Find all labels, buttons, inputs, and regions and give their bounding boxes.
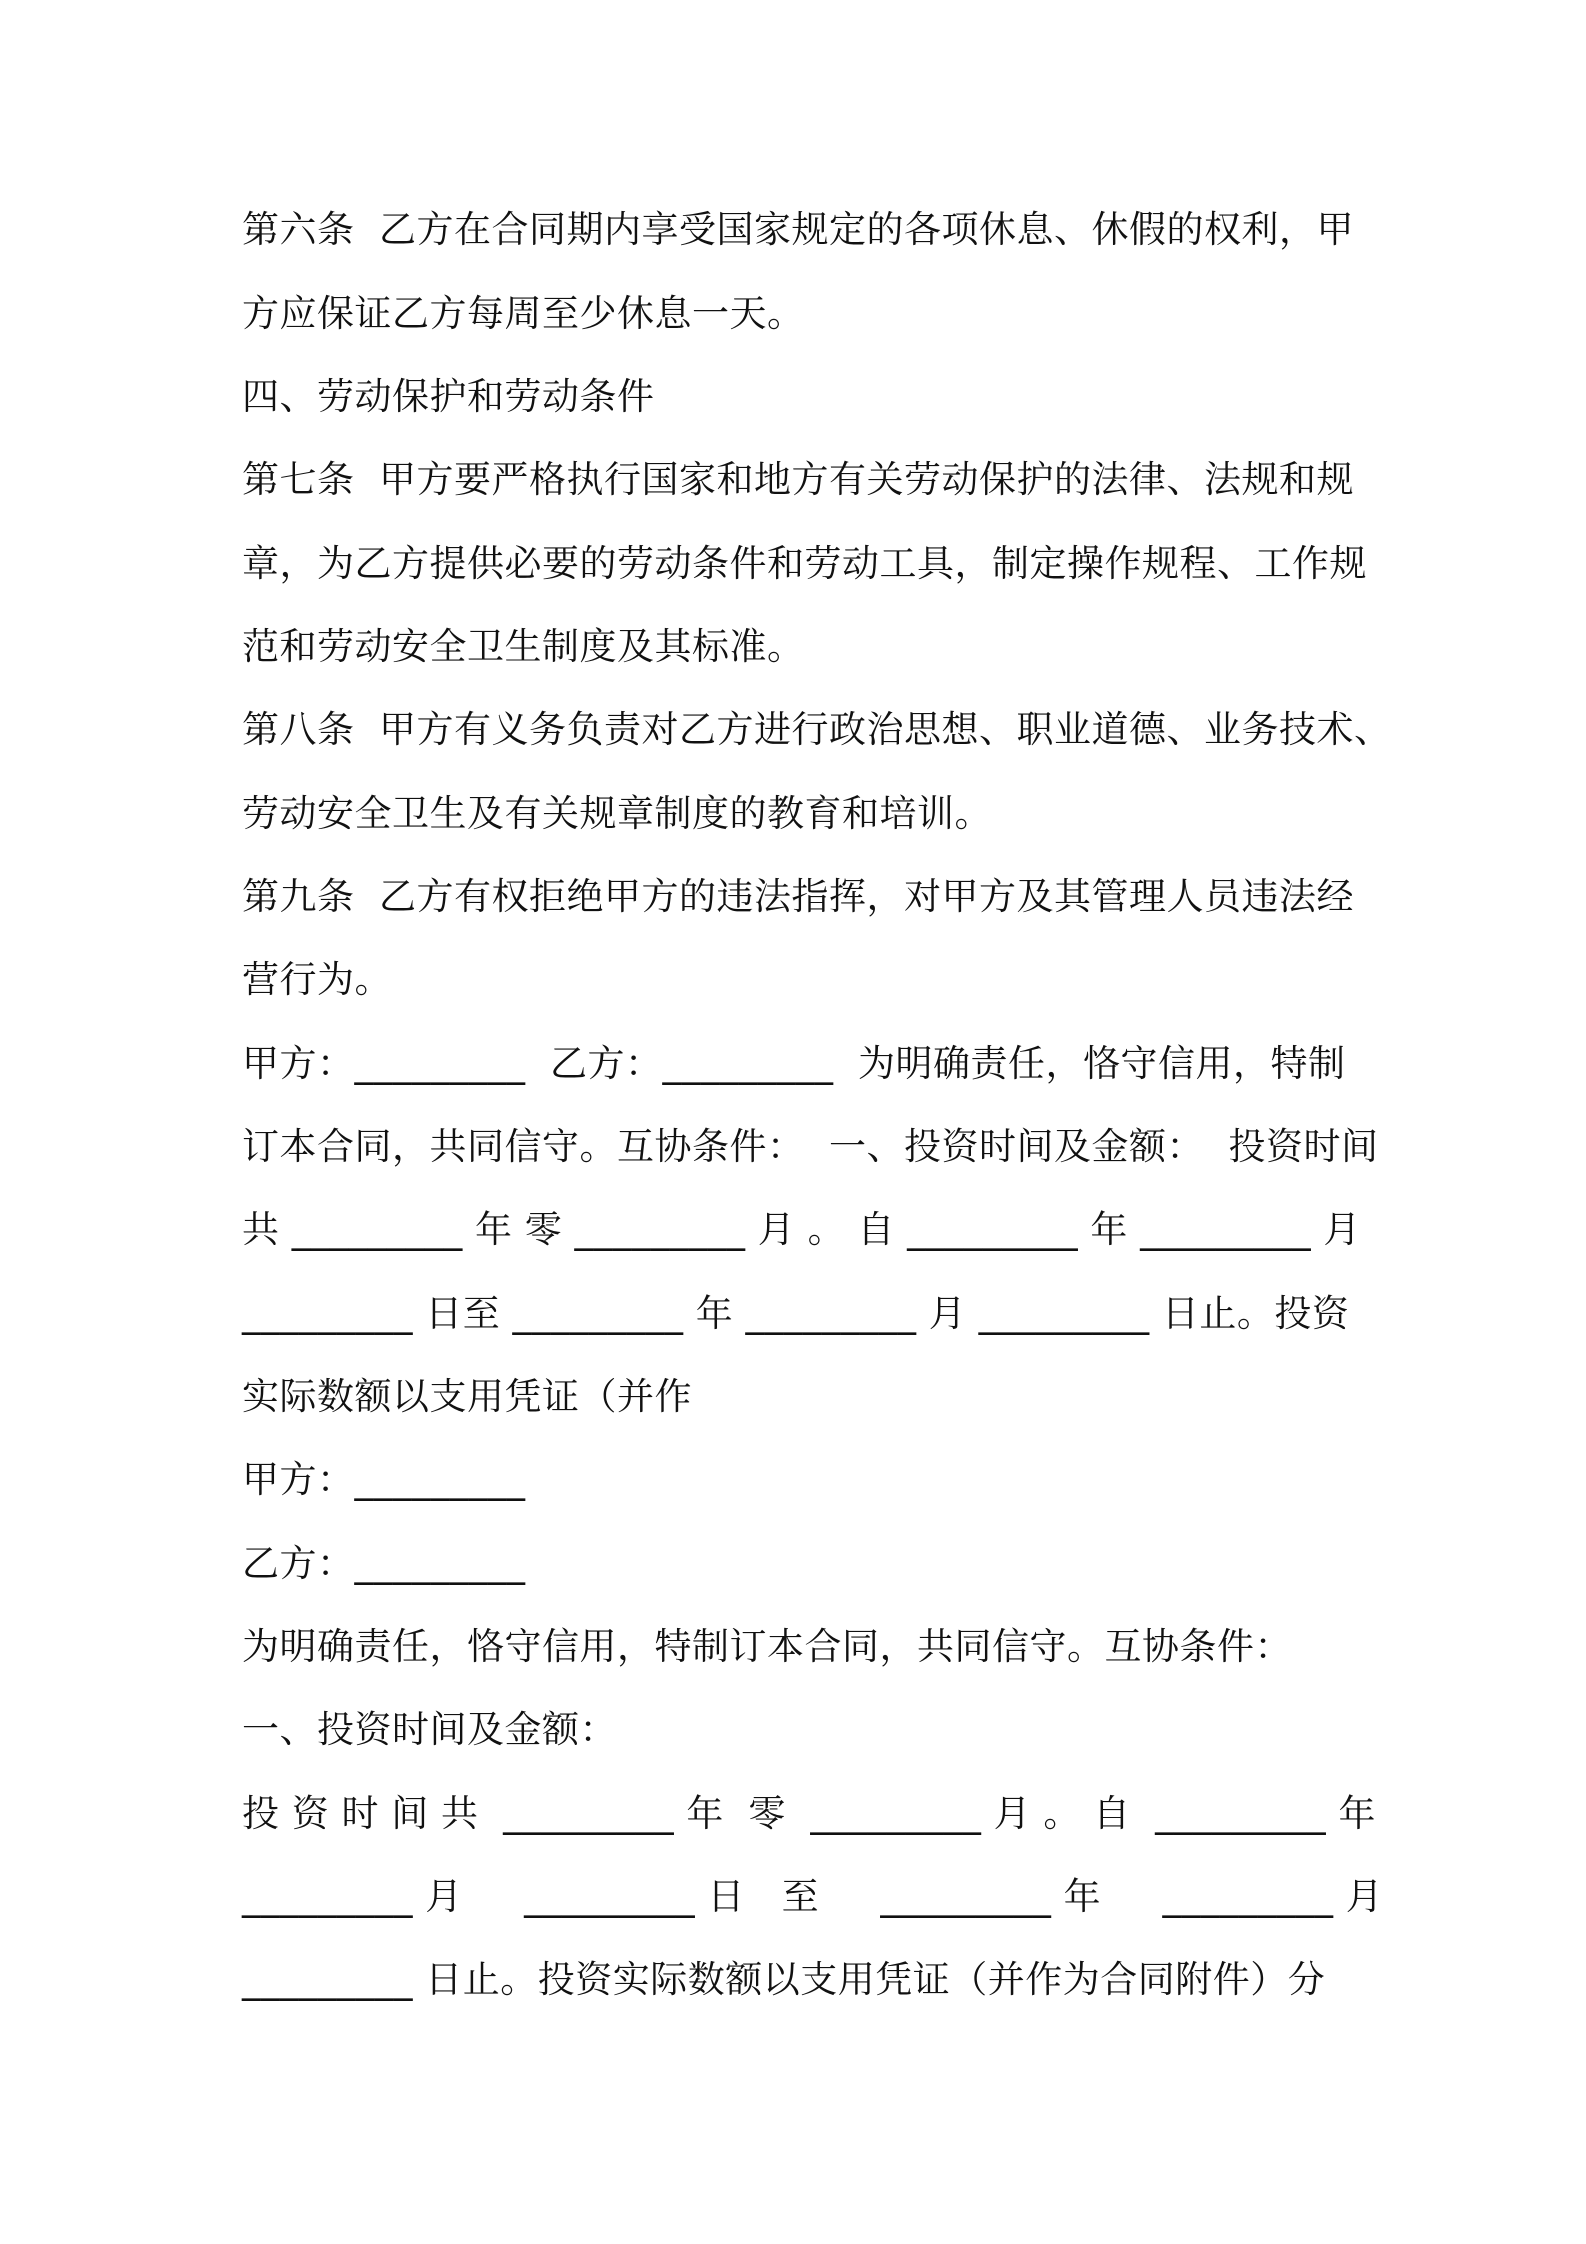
text-line: 方应保证乙方每周至少休息一天。 [242, 292, 805, 335]
text-line: 为明确责任，恪守信用，特制订本合同，共同信守。互协条件： [242, 1625, 1292, 1668]
text-line: 第六条 乙方在合同期内享受国家规定的各项休息、休假的权利，甲 [242, 208, 1355, 251]
text-line: 范和劳动安全卫生制度及其标准。 [242, 625, 805, 668]
text-line: 订本合同，共同信守。互协条件： 一、投资时间及金额： 投资时间 [242, 1125, 1379, 1168]
text-line: 实际数额以支用凭证（并作 [242, 1375, 692, 1418]
text-line: 第九条 乙方有权拒绝甲方的违法指挥，对甲方及其管理人员违法经 [242, 875, 1355, 918]
section-heading: 一、投资时间及金额： [242, 1708, 617, 1751]
text-line: 章，为乙方提供必要的劳动条件和劳动工具，制定操作规程、工作规 [242, 542, 1367, 585]
text-line: _________ 日止。投资实际数额以支用凭证（并作为合同附件）分 [242, 1958, 1326, 2001]
section-heading: 四、劳动保护和劳动条件 [242, 375, 655, 418]
text-line: 投 资 时 间 共 _________ 年 零 _________ 月 。 自 _________ 年 [242, 1792, 1376, 1835]
party-a-line: 甲方：_________ [242, 1458, 526, 1501]
text-line: 共 _________ 年 零 _________ 月 。 自 _________ 年 _________ 月 [242, 1208, 1361, 1251]
text-line: 劳动安全卫生及有关规章制度的教育和培训。 [242, 792, 992, 835]
text-line: _________ 日至 _________ 年 _________ 月 _________ 日止。投资 [242, 1292, 1350, 1335]
party-b-line: 乙方：_________ [242, 1542, 526, 1585]
text-line: _________ 月 _________ 日 至 _________ 年 _________ 月 [242, 1875, 1384, 1918]
text-line: 营行为。 [242, 958, 392, 1001]
text-line: 第七条 甲方要严格执行国家和地方有关劳动保护的法律、法规和规 [242, 458, 1355, 501]
text-line: 甲方：_________ 乙方：_________ 为明确责任，恪守信用，特制 [242, 1042, 1346, 1085]
text-line: 第八条 甲方有义务负责对乙方进行政治思想、职业道德、业务技术、 [242, 708, 1392, 751]
